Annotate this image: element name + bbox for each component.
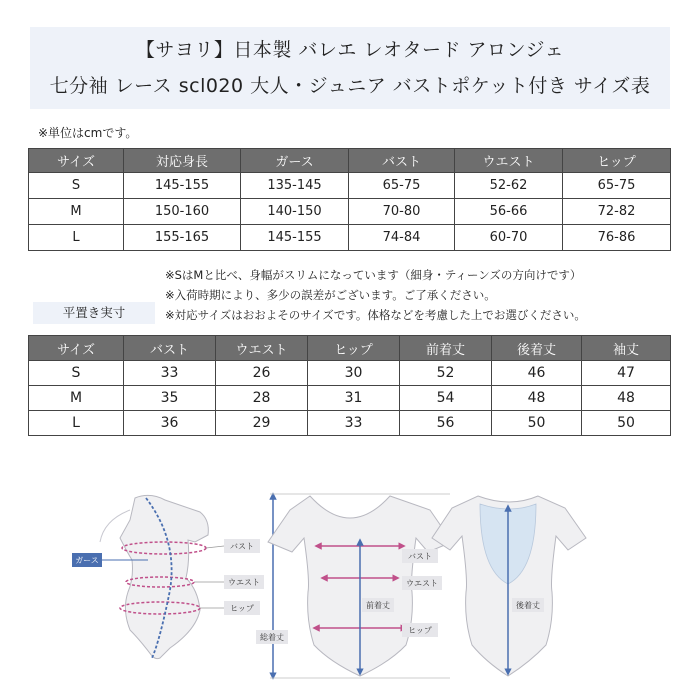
title-line-2: 七分袖 レース scl020 大人・ジュニア バストポケット付き サイズ表	[49, 75, 651, 97]
cell-hip: 72-82	[563, 199, 671, 225]
cell-front-length: 56	[400, 411, 492, 436]
cell-size: M	[29, 199, 124, 225]
header-waist: ウエスト	[455, 149, 563, 173]
header-sleeve-length: 袖丈	[582, 336, 671, 361]
header-height: 対応身長	[124, 149, 241, 173]
header-size: サイズ	[29, 149, 124, 173]
note-line: ※SはMと比べ、身幅がスリムになっています（細身・ティーンズの方向けです）	[165, 268, 582, 282]
cell-size: M	[29, 386, 124, 411]
cell-hip: 33	[308, 411, 400, 436]
cell-hip: 65-75	[563, 173, 671, 199]
cell-size: S	[29, 173, 124, 199]
cell-girth: 135-145	[241, 173, 349, 199]
size-table-header-row	[29, 149, 671, 173]
cell-sleeve-length: 48	[582, 386, 671, 411]
header-waist: ウエスト	[216, 336, 308, 361]
measurement-diagram	[60, 480, 600, 690]
cell-size: S	[29, 361, 124, 386]
cell-bust: 35	[124, 386, 216, 411]
cell-hip: 76-86	[563, 225, 671, 251]
cell-waist: 52-62	[455, 173, 563, 199]
hip-label: ヒップ	[230, 604, 254, 613]
header-size: サイズ	[29, 336, 124, 361]
cell-waist: 29	[216, 411, 308, 436]
back-flat-figure	[432, 496, 586, 676]
cell-bust: 65-75	[349, 173, 455, 199]
waist-label: ウエスト	[228, 578, 260, 587]
cell-hip: 31	[308, 386, 400, 411]
bust-label: バスト	[230, 542, 254, 551]
back-length-label: 後着丈	[516, 601, 540, 610]
size-table	[28, 148, 671, 251]
flat-table-header-row	[29, 336, 671, 361]
girth-label: ガース	[75, 556, 99, 565]
table-row	[29, 173, 671, 199]
bust-leader	[206, 546, 224, 548]
table-row	[29, 386, 671, 411]
unit-note: ※単位はcmです。	[38, 126, 138, 140]
total-length-label: 総着丈	[260, 633, 284, 642]
cell-waist: 28	[216, 386, 308, 411]
cell-waist: 26	[216, 361, 308, 386]
notes	[165, 265, 586, 325]
note-line: ※入荷時期により、多少の誤差がございます。ご了承ください。	[165, 288, 496, 302]
table-row	[29, 361, 671, 386]
header-hip: ヒップ	[308, 336, 400, 361]
cell-bust: 70-80	[349, 199, 455, 225]
cell-height: 150-160	[124, 199, 241, 225]
front-flat-figure	[256, 494, 452, 678]
cell-bust: 74-84	[349, 225, 455, 251]
front-length-label: 前着丈	[366, 601, 390, 610]
note-line: ※対応サイズはおおよそのサイズです。体格などを考慮した上でお選びください。	[165, 308, 586, 322]
cell-back-length: 50	[492, 411, 582, 436]
cell-front-length: 52	[400, 361, 492, 386]
header-front-length: 前着丈	[400, 336, 492, 361]
title-line-1: 【サヨリ】日本製 バレエ レオタード アロンジェ	[135, 39, 565, 61]
cell-sleeve-length: 50	[582, 411, 671, 436]
cell-back-length: 46	[492, 361, 582, 386]
cell-sleeve-length: 47	[582, 361, 671, 386]
header-bust: バスト	[349, 149, 455, 173]
cell-back-length: 48	[492, 386, 582, 411]
cell-waist: 60-70	[455, 225, 563, 251]
table-row	[29, 225, 671, 251]
cell-bust: 33	[124, 361, 216, 386]
flat-size-table	[28, 335, 671, 436]
table-row	[29, 199, 671, 225]
front-bust-label: バスト	[408, 552, 432, 561]
cell-waist: 56-66	[455, 199, 563, 225]
cell-front-length: 54	[400, 386, 492, 411]
cell-size: L	[29, 411, 124, 436]
title-banner	[30, 27, 670, 109]
front-waist-label: ウエスト	[406, 579, 438, 588]
cell-girth: 140-150	[241, 199, 349, 225]
header-hip: ヒップ	[563, 149, 671, 173]
header-girth: ガース	[241, 149, 349, 173]
table-row	[29, 411, 671, 436]
header-back-length: 後着丈	[492, 336, 582, 361]
body-figure	[72, 495, 264, 658]
cell-size: L	[29, 225, 124, 251]
body-outline	[120, 495, 208, 658]
cell-hip: 30	[308, 361, 400, 386]
cell-height: 155-165	[124, 225, 241, 251]
cell-girth: 145-155	[241, 225, 349, 251]
front-hip-label: ヒップ	[408, 626, 432, 635]
cell-height: 145-155	[124, 173, 241, 199]
header-bust: バスト	[124, 336, 216, 361]
cell-bust: 36	[124, 411, 216, 436]
flat-measure-label: 平置き実寸	[33, 302, 155, 324]
